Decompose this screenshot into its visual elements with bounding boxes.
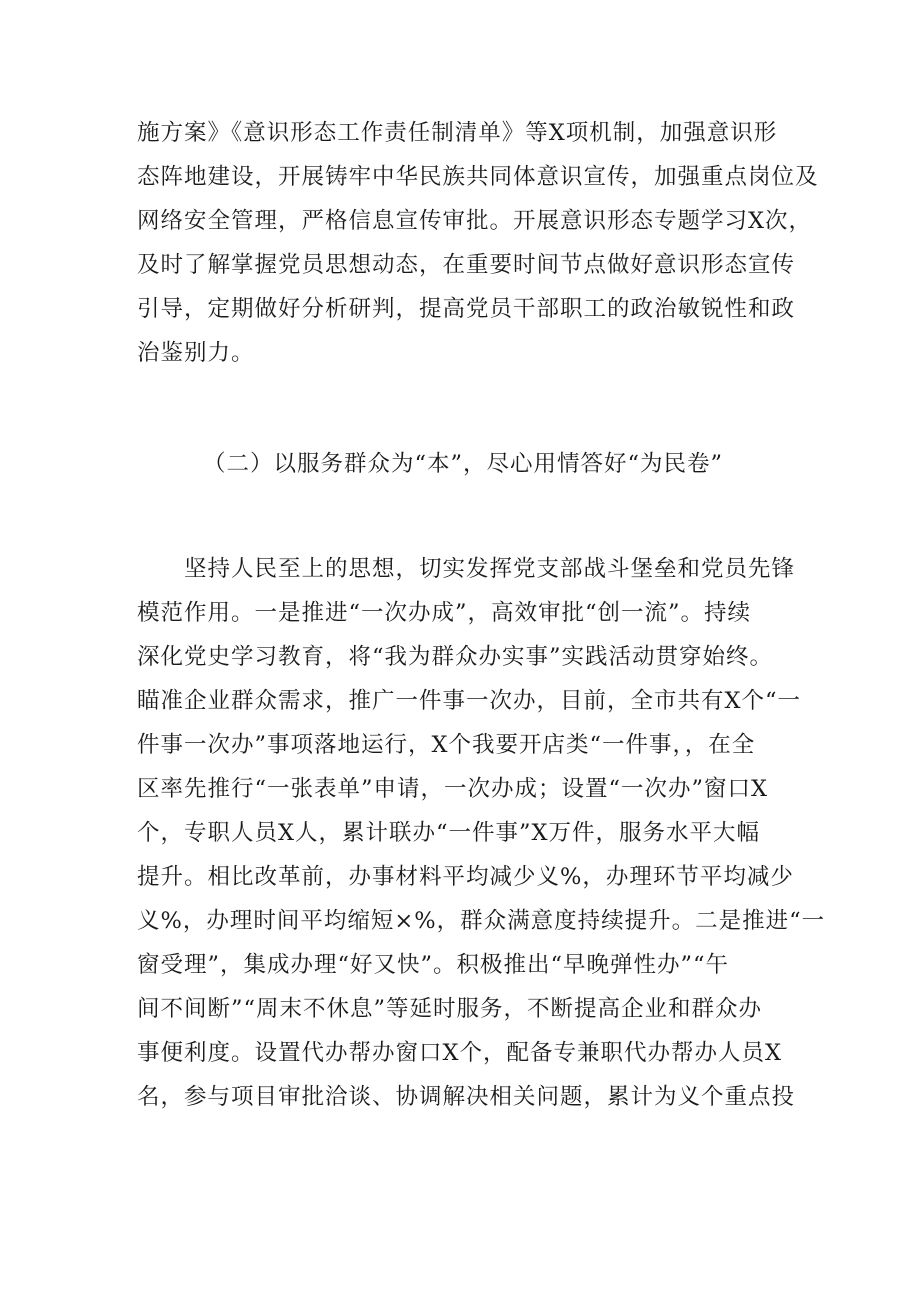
paragraph-2-line: 模范作用。一是推进“一次办成”，高效审批“创一流”。持续 (137, 600, 752, 626)
paragraph-2-line: 件事一次办”事项落地运行，X个我要开店类“一件事，，在全 (137, 732, 756, 758)
paragraph-1-line: 引导，定期做好分析研判，提高党员干部职工的政治敏锐性和政 (137, 296, 796, 322)
paragraph-2-line: 瞄准企业群众需求，推广一件事一次办，目前，全市共有X个“一 (137, 688, 802, 714)
paragraph-2-line: 名，参与项目审批洽谈、协调解决相关问题，累计为义个重点投 (137, 1084, 796, 1110)
paragraph-1-line: 态阵地建设，开展铸牢中华民族共同体意识宣传，加强重点岗位及 (137, 164, 819, 190)
paragraph-2-line: 间不间断”“周末不休息”等延时服务，不断提高企业和群众办 (137, 996, 763, 1022)
paragraph-2-line: 坚持人民至上的思想，切实发挥党支部战斗堡垒和党员先锋 (184, 556, 796, 582)
paragraph-2-line: 义%，办理时间平均缩短×%，群众满意度持续提升。二是推进“一 (137, 908, 826, 934)
paragraph-1-line: 治鉴别力。 (137, 340, 255, 366)
paragraph-2-line: 区率先推行“一张表单”申请，一次办成；设置“一次办”窗口X (137, 776, 769, 802)
paragraph-2-line: 深化党史学习教育，将“我为群众办实事”实践活动贯穿始终。 (137, 644, 774, 670)
paragraph-2-line: 个，专职人员X人，累计联办“一件事”X万件，服务水平大幅 (137, 820, 761, 846)
paragraph-2-line: 提升。相比改革前，办事材料平均减少义%，办理环节平均减少 (137, 864, 794, 890)
paragraph-2-line: 窗受理”，集成办理“好又快”。积极推出“早晚弹性办”“午 (137, 952, 730, 978)
paragraph-1-line: 及时了解掌握党员思想动态，在重要时间节点做好意识形态宣传 (137, 252, 796, 278)
paragraph-2-line: 事便利度。设置代办帮办窗口X个，配备专兼职代办帮办人员X (137, 1040, 783, 1066)
paragraph-1-line: 施方案》《意识形态工作责任制清单》等X项机制，加强意识形 (137, 120, 778, 146)
paragraph-1-line: 网络安全管理，严格信息宣传审批。开展意识形态专题学习X次， (137, 208, 813, 234)
section-heading: （二）以服务群众为“本”，尽心用情答好“为民卷” (203, 451, 724, 477)
